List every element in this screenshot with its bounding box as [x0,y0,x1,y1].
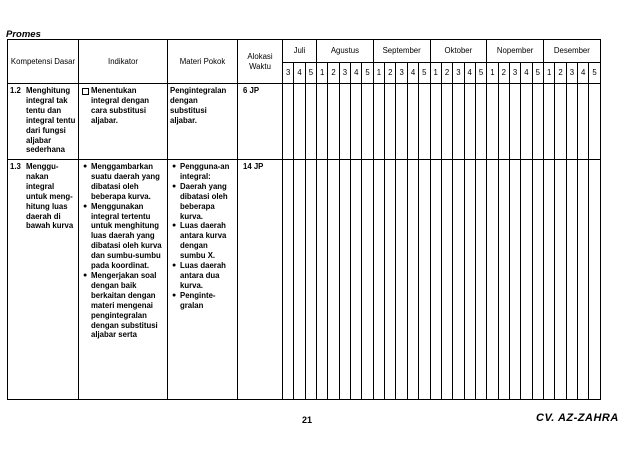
bullet-icon: ● [172,262,177,270]
schedule-cell [430,84,441,160]
week-number-header: 4 [407,63,418,84]
schedule-cell [578,160,589,400]
schedule-cell [555,160,566,400]
week-number-header: 4 [294,63,305,84]
list-item: ● Luas daerah antara kurva dengan sumbu X. [172,221,227,261]
week-number-header: 3 [566,63,577,84]
list-item: ● Luas daerah antara dua kurva. [172,261,226,290]
week-number-header: 5 [475,63,486,84]
week-number-header: 2 [555,63,566,84]
schedule-cell [475,84,486,160]
schedule-cell [464,84,475,160]
week-number-header: 2 [441,63,452,84]
week-number-header: 4 [464,63,475,84]
header-month-agustus: Agustus [317,40,374,63]
kd-number: 1.3 [10,162,21,171]
schedule-cell [589,84,600,160]
header-alokasi-waktu: Alokasi Waktu [238,40,283,84]
indikator-cell [79,84,168,160]
header-kompetensi-dasar: Kompetensi Dasar [8,40,79,84]
week-number-header: 1 [544,63,555,84]
week-number-header: 5 [305,63,316,84]
schedule-cell [509,160,520,400]
schedule-cell [339,160,350,400]
header-indikator: Indikator [79,40,168,84]
week-number-header: 1 [487,63,498,84]
week-number-header: 3 [339,63,350,84]
schedule-cell [396,84,407,160]
schedule-cell [317,84,328,160]
materi-pokok-cell [168,160,238,400]
kompetensi-dasar-cell [8,84,79,160]
alokasi-waktu-cell [238,160,283,400]
schedule-cell [578,84,589,160]
schedule-cell [521,84,532,160]
schedule-cell [453,84,464,160]
list-item: ● Daerah yang dibatasi oleh beberapa kurva. [172,181,228,221]
week-number-header: 5 [362,63,373,84]
schedule-cell [419,84,430,160]
alokasi-text: 6 JP [243,86,260,95]
schedule-cell [396,160,407,400]
bullet-icon: ● [83,271,88,279]
list-item: ● Pengguna-an integral: [172,162,230,181]
week-number-header: 1 [430,63,441,84]
alokasi-waktu-cell [238,84,283,160]
week-number-header: 4 [351,63,362,84]
bullet-icon: ● [172,163,177,170]
schedule-cell [339,84,350,160]
schedule-cell [566,160,577,400]
materi-text: Pengintegralan dengan substitusi aljabar. [170,86,227,125]
table-row [8,84,601,160]
week-number-header: 3 [396,63,407,84]
week-number-header: 3 [283,63,294,84]
schedule-cell [283,160,294,400]
list-item: ● Mengerjakan soal dengan baik berkaitan dengan materi mengenai pengintegralan dengan substitusi aljabar serta [83,270,158,340]
schedule-cell [487,160,498,400]
week-number-header: 4 [521,63,532,84]
page-number: 21 [302,415,313,425]
schedule-cell [509,84,520,160]
schedule-cell [407,160,418,400]
week-number-header: 5 [419,63,430,84]
header-month-nopember: Nopember [487,40,544,63]
schedule-cell [453,160,464,400]
alokasi-text: 14 JP [243,162,264,171]
schedule-cell [544,84,555,160]
schedule-cell [317,160,328,400]
kompetensi-dasar-cell [8,160,79,400]
bullet-icon: ● [172,182,177,190]
checkbox-square-icon [82,88,89,95]
schedule-cell [532,160,543,400]
schedule-cell [464,160,475,400]
schedule-cell [555,84,566,160]
week-number-header: 3 [453,63,464,84]
schedule-cell [328,84,339,160]
schedule-cell [532,84,543,160]
schedule-cell [385,160,396,400]
schedule-cell [385,84,396,160]
week-number-header: 4 [578,63,589,84]
schedule-cell [373,160,384,400]
schedule-cell [305,160,316,400]
bullet-icon: ● [83,163,88,170]
schedule-cell [419,160,430,400]
schedule-cell [589,160,600,400]
list-item: Menentukan integral dengan cara substitusi aljabar. [81,86,165,126]
schedule-cell [475,160,486,400]
schedule-cell [521,160,532,400]
schedule-cell [294,84,305,160]
indikator-cell [79,160,168,400]
list-item: ● Menggunakan integral tertentu untuk menghitung luas daerah yang dibatasi oleh kurva dan sumbu-sumbu pada koordinat. [83,201,162,271]
promes-table [7,39,601,400]
page-title: Promes [6,29,41,40]
schedule-cell [328,160,339,400]
kd-number: 1.2 [10,86,21,95]
schedule-cell [351,160,362,400]
week-number-header: 1 [317,63,328,84]
week-number-header: 2 [498,63,509,84]
header-month-september: September [373,40,430,63]
list-item: ● Menggambarkan suatu daerah yang dibatasi oleh beberapa kurva. [83,162,160,201]
kd-text: Menggu-nakan integral untuk meng-hitung luas daerah di bawah kurva [26,162,74,231]
schedule-cell [498,160,509,400]
table-row [8,160,601,400]
schedule-cell [373,84,384,160]
schedule-cell [441,84,452,160]
schedule-cell [544,160,555,400]
schedule-cell [283,84,294,160]
bullet-icon: ● [83,202,88,210]
schedule-cell [430,160,441,400]
header-month-juli: Juli [283,40,317,63]
schedule-cell [498,84,509,160]
schedule-cell [441,160,452,400]
header-month-oktober: Oktober [430,40,487,63]
schedule-cell [487,84,498,160]
kd-text: Menghitung integral tak tentu dan integral tentu dari fungsi aljabar sederhana [26,86,76,155]
schedule-cell [407,84,418,160]
schedule-cell [305,84,316,160]
week-number-header: 1 [373,63,384,84]
week-number-header: 2 [328,63,339,84]
publisher-brand: CV. AZ-ZAHRA [536,412,619,424]
materi-pokok-cell [168,84,238,160]
schedule-cell [362,84,373,160]
schedule-cell [294,160,305,400]
bullet-icon: ● [172,291,177,299]
list-item: ● Penginte-gralan [172,290,216,310]
bullet-icon: ● [172,222,177,230]
schedule-cell [351,84,362,160]
week-number-header: 2 [385,63,396,84]
schedule-cell [566,84,577,160]
week-number-header: 5 [589,63,600,84]
header-materi-pokok: Materi Pokok [168,40,238,84]
week-number-header: 5 [532,63,543,84]
week-number-header: 3 [509,63,520,84]
header-month-desember: Desember [544,40,601,63]
schedule-cell [362,160,373,400]
